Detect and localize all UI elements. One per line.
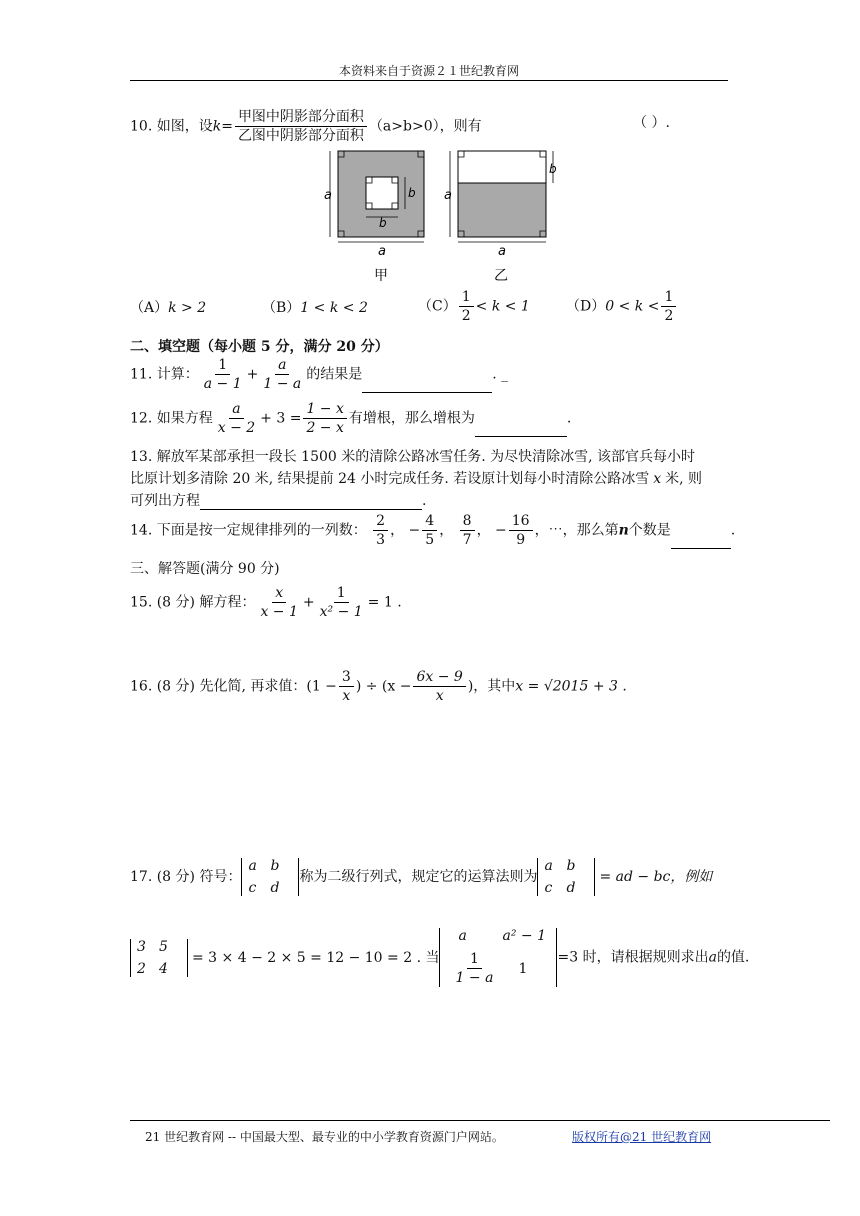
option-c-frac-num: 1 (459, 288, 474, 307)
det-cell: d (566, 880, 576, 896)
q11-frac-2-num: a (275, 356, 289, 375)
q17-line-1 (130, 858, 712, 896)
fig-yi-label-a-side: a (444, 188, 452, 203)
q14-term-3 (460, 512, 475, 549)
det-cell: b (566, 858, 576, 874)
option-b-text: 1 < k < 2 (300, 300, 368, 316)
det-cell: 3 (137, 938, 146, 955)
q11-frac-1-den: a − 1 (203, 376, 242, 392)
q12-suffix: 有增根，那么增根为 (348, 410, 475, 427)
q10-option-c (418, 288, 530, 325)
q17-rule-determinant (537, 858, 595, 896)
q16-prefix: 16. (8 分) 先化简, 再求值： (130, 678, 307, 695)
q11-frac-1 (201, 356, 245, 393)
q15-frac-1-den: x − 1 (260, 604, 298, 620)
q10-answer-bracket: （ ）. (633, 115, 670, 131)
det-cell: b (270, 858, 280, 874)
q14-suffix: 个数是 (628, 522, 671, 539)
q16-frac-2-num: 6x − 9 (413, 668, 465, 687)
q12-frac-2-den: 2 − x (306, 420, 344, 436)
q14-end: . (730, 522, 736, 539)
option-d-frac-den: 2 (664, 308, 674, 324)
det-cell-c (448, 950, 500, 987)
fig-yi-caption: 乙 (494, 268, 508, 284)
q11-frac-2 (260, 356, 304, 393)
fig-jia-inner-square (366, 177, 398, 209)
q11-frac-1-num: 1 (215, 356, 230, 375)
q14-n: n (618, 522, 629, 539)
q12-frac-2-num: 1 − x (303, 400, 346, 419)
q14-term-4-num: 16 (509, 512, 533, 531)
q14-term-2-num: 4 (422, 512, 437, 531)
fig-jia-caption: 甲 (374, 268, 388, 284)
q14-answer-blank[interactable] (671, 548, 731, 549)
q16-part-3: )，其中 (467, 678, 516, 695)
q15-frac-2 (317, 584, 366, 621)
option-d-text: 0 < k < (605, 298, 660, 315)
det-cell: 2 (137, 960, 146, 977)
option-c-label: （C） (418, 298, 457, 315)
q15-frac-1-num: x (272, 584, 286, 603)
q14: 14. 下面是按一定规律排列的一列数： $\frac{2}{3}$ ， − $\frac{4}{5}$ ， $\frac{8}{7}$ ， − $\frac{16}{9}$ ，⋯，那么第n个数是 . (130, 513, 736, 548)
q12-mid: + 3 = (260, 410, 302, 427)
q13-end: . (422, 493, 427, 509)
q15-frac-2-num: 1 (334, 584, 349, 603)
q14-term-3-den: 7 (462, 532, 472, 548)
q14-term-2 (422, 512, 437, 549)
q10-number: 10. (130, 118, 153, 135)
det-cell: a (544, 858, 553, 874)
q10-figure (320, 145, 560, 290)
q11-suffix: 的结果是 (306, 366, 363, 383)
q12-frac-1-den: x − 2 (217, 420, 256, 436)
q11-frac-2-den: 1 − a (263, 376, 302, 392)
fig-yi-shaded-rect (458, 183, 546, 237)
q12-frac-1-num: a (229, 400, 243, 419)
q15-plus: + (302, 594, 315, 611)
q16-frac-2-den: x (435, 688, 444, 704)
q14-term-2-den: 5 (425, 532, 435, 548)
q14-ellipsis: ，⋯，那么第 (534, 522, 619, 539)
section-3-title: 三、解答题(满分 90 分) (130, 561, 280, 577)
q14-term-1-num: 2 (373, 512, 388, 531)
q13-answer-blank[interactable] (200, 509, 422, 510)
q15-prefix: 15. (8 分) 解方程： (130, 594, 256, 611)
header-divider (130, 80, 728, 81)
fig-yi-label-a-bottom: a (498, 244, 506, 259)
fig-yi-label-b: b (549, 162, 557, 176)
q17-question-determinant (439, 928, 557, 987)
option-d-label: （D） (566, 298, 606, 315)
det-cell: 4 (159, 960, 168, 977)
q15-frac-2-den: x² − 1 (319, 604, 363, 620)
q13-line-2 (130, 468, 702, 488)
q12-end: . (566, 410, 572, 427)
q13-line-1: 13. 解放军某部承担一段长 1500 米的清除公路冰雪任务. 为尽快清除冰雪, 该部官兵每小时 (130, 449, 696, 465)
footer-copyright-link[interactable]: 版权所有@21 世纪教育网 (572, 1130, 712, 1144)
q16 (130, 668, 627, 705)
q17-example: = 3 × 4 − 2 × 5 = 12 − 10 = 2 . 当 (192, 949, 440, 966)
fig-jia-label-a-side: a (324, 188, 332, 203)
q10-frac-den: 乙图中阴影部分面积 (237, 128, 364, 144)
q14-term-1-den: 3 (376, 532, 386, 548)
footer-divider (130, 1120, 830, 1121)
q17-tail: =3 时，请根据规则求出 (557, 949, 709, 966)
q12 (130, 400, 571, 437)
option-a-text: k > 2 (168, 300, 207, 316)
q10-condition: （a>b>0），则有 (368, 118, 482, 135)
q14-term-2-sign: − (408, 522, 421, 539)
q10-option-a (130, 297, 206, 317)
q16-frac-1-den: x (342, 688, 351, 704)
q13-line-2-b: 米, 则 (665, 471, 703, 487)
q16-frac-1 (339, 668, 354, 705)
footer-site-text: 21 世纪教育网 -- 中国最大型、最专业的中小学教育资源门户网站。 (145, 1130, 504, 1144)
page-header: 本资料来自于资源２１世纪教育网 (338, 64, 519, 78)
option-a-label: （A） (130, 300, 169, 316)
q17-example-determinant (130, 939, 188, 977)
det-cell: 5 (159, 938, 168, 955)
det-cell: c (544, 880, 553, 896)
q12-frac-2 (303, 400, 346, 437)
q11-end: . _ (492, 366, 509, 383)
q14-term-1 (373, 512, 388, 549)
q11-plus: + (246, 366, 259, 383)
det-cell-d: 1 (518, 960, 528, 977)
q17-rule: = ad − bc，例如 (599, 869, 713, 885)
q10-k: k= (212, 118, 233, 135)
q10-frac-num: 甲图中阴影部分面积 (235, 108, 367, 127)
q10-option-d (566, 288, 678, 325)
det-cell-c-num: 1 (467, 950, 482, 969)
option-b-label: （B） (262, 300, 301, 316)
option-d-fraction (661, 288, 676, 325)
q15 (130, 584, 402, 621)
q17-prefix: 17. (8 分) 符号： (130, 869, 242, 885)
q11 (130, 356, 508, 393)
q17-mid: 称为二级行列式，规定它的运算法则为 (299, 869, 538, 885)
q15-frac-1 (257, 584, 300, 621)
q11-prefix: 11. 计算： (130, 366, 199, 383)
q10-prefix: 如图，设 (156, 118, 213, 135)
det-cell: c (248, 880, 257, 896)
q16-part-2: ) ÷ (x − (355, 678, 412, 695)
option-c-fraction (459, 288, 474, 325)
q13-line-2-a: 比原计划多清除 20 米, 结果提前 24 小时完成任务. 若设原计划每小时清除公路冰雪 (130, 471, 650, 487)
q12-prefix: 12. 如果方程 (130, 410, 213, 427)
q12-frac-1 (215, 400, 258, 437)
q13-line-3-text: 可列出方程 (130, 493, 200, 509)
q11-answer-blank[interactable] (362, 392, 492, 393)
q16-frac-1-num: 3 (339, 668, 354, 687)
q14-term-4 (509, 512, 533, 549)
det-cell-b: a² − 1 (502, 928, 546, 944)
q10-stem (130, 108, 482, 145)
q10-fraction (235, 108, 367, 145)
option-d-frac-num: 1 (661, 288, 676, 307)
det-cell: d (270, 880, 280, 896)
q14-prefix: 14. 下面是按一定规律排列的一列数： (130, 522, 367, 539)
fig-jia-label-a-bottom: a (378, 244, 386, 259)
q16-part-1: (1 − (306, 678, 337, 695)
option-c-frac-den: 2 (461, 308, 471, 324)
q17-variable-a: a (708, 949, 717, 966)
det-cell-c-den: 1 − a (455, 970, 494, 986)
q14-term-4-sign: − (495, 522, 507, 539)
fig-jia-label-b-bottom: b (379, 216, 387, 230)
q17-symbol-determinant (241, 858, 299, 896)
q13-variable-x: x (653, 471, 662, 487)
q14-term-3-num: 8 (460, 512, 475, 531)
q16-frac-2 (413, 668, 465, 705)
fig-jia-label-b-side: b (408, 186, 416, 200)
q13-line-3 (130, 490, 426, 510)
q12-answer-blank[interactable] (475, 436, 567, 437)
q15-equals: = 1 . (367, 594, 402, 611)
q17-line-2 (130, 928, 749, 987)
det-cell-a: a (458, 928, 467, 944)
option-c-text: < k < 1 (475, 298, 530, 315)
det-cell: a (248, 858, 257, 874)
q14-term-4-den: 9 (516, 532, 526, 548)
q16-condition: x = √2015 + 3 . (515, 678, 627, 695)
q17-tail-end: 的值. (716, 949, 750, 966)
q10-option-b (262, 297, 368, 317)
section-2-title: 二、填空题（每小题 5 分，满分 20 分） (130, 339, 389, 355)
